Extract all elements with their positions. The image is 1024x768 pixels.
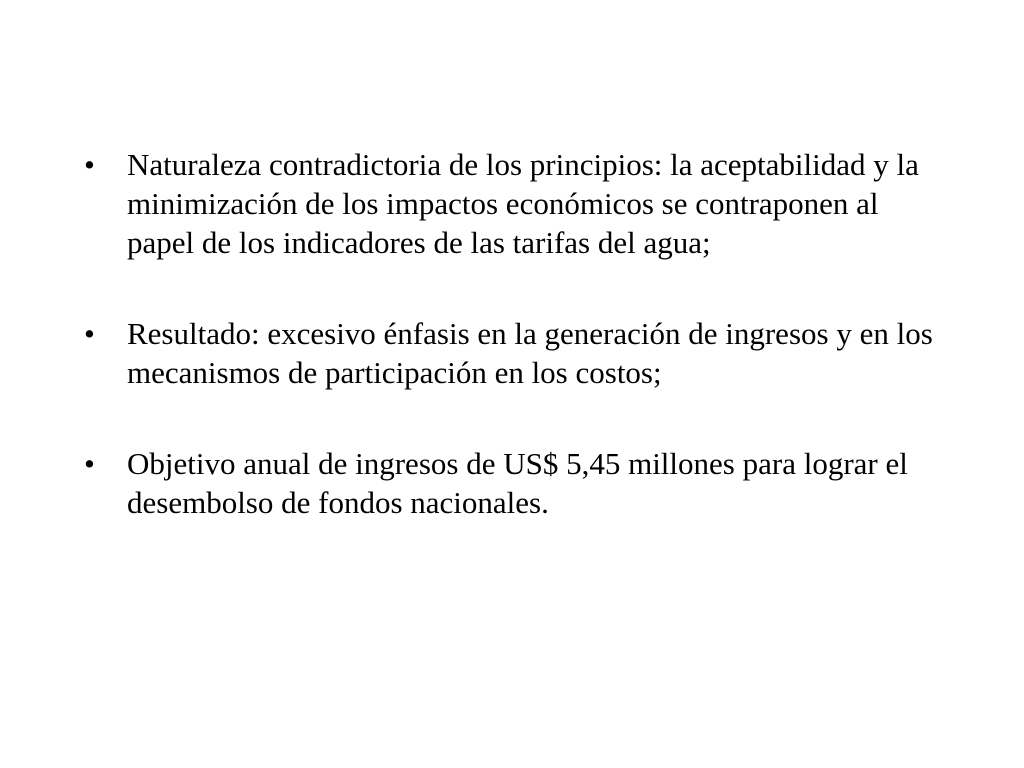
bullet-list <box>84 145 944 574</box>
bullet-text: Resultado: excesivo énfasis en la generación de ingresos y en los mecanismos de participación en los costos; <box>127 316 933 390</box>
bullet-icon: • <box>84 316 95 351</box>
bullet-text: Naturaleza contradictoria de los principios: la aceptabilidad y la minimización de los impactos económicos se contraponen al papel de los indicadores de las tarifas del agua; <box>127 147 919 260</box>
bullet-item <box>84 314 944 392</box>
bullet-text: Objetivo anual de ingresos de US$ 5,45 millones para lograr el desembolso de fondos nacionales. <box>127 446 908 520</box>
bullet-item <box>84 444 944 522</box>
bullet-icon: • <box>84 147 95 182</box>
bullet-icon: • <box>84 446 95 481</box>
bullet-item <box>84 145 944 262</box>
